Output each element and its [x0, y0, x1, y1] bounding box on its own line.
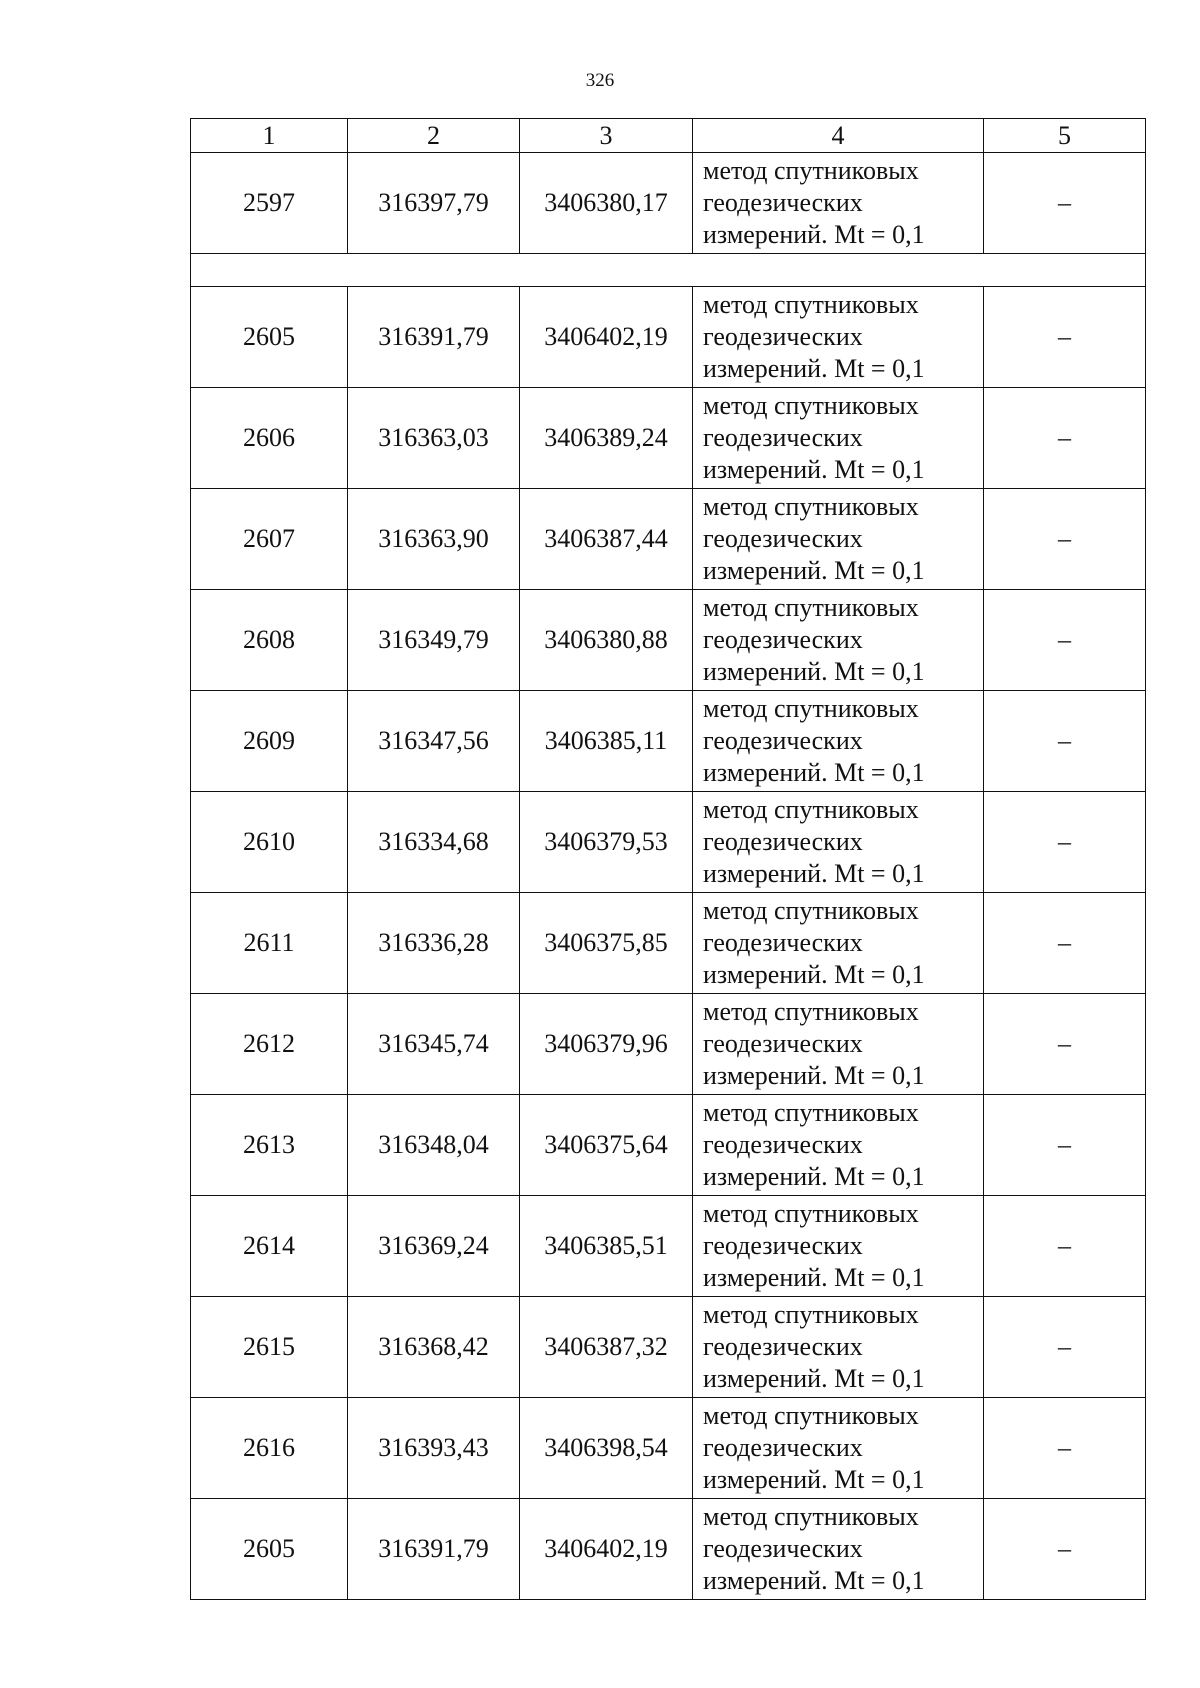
method-line: геодезических	[703, 928, 863, 957]
x-coordinate-cell: 316345,74	[348, 994, 520, 1095]
x-coordinate-cell: 316369,24	[348, 1196, 520, 1297]
y-coordinate-cell: 3406387,44	[520, 489, 693, 590]
table-body	[191, 119, 1146, 1600]
method-line: измерений. Mt = 0,1	[703, 1162, 925, 1191]
x-coordinate-cell: 316334,68	[348, 792, 520, 893]
y-coordinate-cell: 3406402,19	[520, 1499, 693, 1600]
method-line: метод спутниковых	[703, 156, 919, 185]
method-cell	[693, 1398, 984, 1499]
point-number-cell: 2608	[191, 590, 348, 691]
method-line: метод спутниковых	[703, 1401, 919, 1430]
note-cell: –	[984, 893, 1146, 994]
table-separator-row	[191, 254, 1146, 287]
method-line: геодезических	[703, 1029, 863, 1058]
method-cell	[693, 994, 984, 1095]
note-cell: –	[984, 590, 1146, 691]
y-coordinate-cell: 3406375,64	[520, 1095, 693, 1196]
y-coordinate-cell: 3406375,85	[520, 893, 693, 994]
point-number-cell: 2605	[191, 1499, 348, 1600]
x-coordinate-cell: 316363,03	[348, 388, 520, 489]
note-cell: –	[984, 1398, 1146, 1499]
header-cell-5: 5	[984, 119, 1146, 153]
table-row	[191, 388, 1146, 489]
method-line: геодезических	[703, 1130, 863, 1159]
method-line: измерений. Mt = 0,1	[703, 455, 925, 484]
method-cell	[693, 1499, 984, 1600]
method-line: измерений. Mt = 0,1	[703, 1061, 925, 1090]
method-line: измерений. Mt = 0,1	[703, 220, 925, 249]
method-line: измерений. Mt = 0,1	[703, 657, 925, 686]
y-coordinate-cell: 3406380,17	[520, 153, 693, 254]
method-line: измерений. Mt = 0,1	[703, 354, 925, 383]
table-row	[191, 1297, 1146, 1398]
method-line: метод спутниковых	[703, 1300, 919, 1329]
method-line: измерений. Mt = 0,1	[703, 1263, 925, 1292]
x-coordinate-cell: 316349,79	[348, 590, 520, 691]
method-cell	[693, 792, 984, 893]
x-coordinate-cell: 316336,28	[348, 893, 520, 994]
method-line: геодезических	[703, 1231, 863, 1260]
point-number-cell: 2609	[191, 691, 348, 792]
method-line: измерений. Mt = 0,1	[703, 859, 925, 888]
y-coordinate-cell: 3406379,96	[520, 994, 693, 1095]
method-line: геодезических	[703, 423, 863, 452]
method-line: метод спутниковых	[703, 1502, 919, 1531]
method-cell	[693, 287, 984, 388]
point-number-cell: 2613	[191, 1095, 348, 1196]
method-line: метод спутниковых	[703, 1098, 919, 1127]
x-coordinate-cell: 316393,43	[348, 1398, 520, 1499]
method-line: метод спутниковых	[703, 492, 919, 521]
method-line: измерений. Mt = 0,1	[703, 556, 925, 585]
method-line: метод спутниковых	[703, 391, 919, 420]
method-cell	[693, 489, 984, 590]
note-cell: –	[984, 1095, 1146, 1196]
separator-cell	[191, 254, 1146, 287]
point-number-cell: 2611	[191, 893, 348, 994]
method-cell	[693, 691, 984, 792]
method-line: метод спутниковых	[703, 997, 919, 1026]
method-line: метод спутниковых	[703, 795, 919, 824]
table-row	[191, 994, 1146, 1095]
note-cell: –	[984, 1297, 1146, 1398]
x-coordinate-cell: 316363,90	[348, 489, 520, 590]
note-cell: –	[984, 287, 1146, 388]
point-number-cell: 2616	[191, 1398, 348, 1499]
y-coordinate-cell: 3406398,54	[520, 1398, 693, 1499]
table-row	[191, 1499, 1146, 1600]
x-coordinate-cell: 316397,79	[348, 153, 520, 254]
point-number-cell: 2605	[191, 287, 348, 388]
header-cell-1: 1	[191, 119, 348, 153]
table-row	[191, 1398, 1146, 1499]
point-number-cell: 2612	[191, 994, 348, 1095]
note-cell: –	[984, 792, 1146, 893]
table-row	[191, 489, 1146, 590]
table-row	[191, 893, 1146, 994]
method-cell	[693, 1297, 984, 1398]
method-line: метод спутниковых	[703, 593, 919, 622]
method-line: метод спутниковых	[703, 290, 919, 319]
x-coordinate-cell: 316347,56	[348, 691, 520, 792]
method-cell	[693, 893, 984, 994]
header-cell-2: 2	[348, 119, 520, 153]
method-cell	[693, 1095, 984, 1196]
table-header-row	[191, 119, 1146, 153]
header-cell-4: 4	[693, 119, 984, 153]
y-coordinate-cell: 3406385,51	[520, 1196, 693, 1297]
x-coordinate-cell: 316368,42	[348, 1297, 520, 1398]
method-line: метод спутниковых	[703, 1199, 919, 1228]
method-line: геодезических	[703, 625, 863, 654]
method-line: геодезических	[703, 827, 863, 856]
table-row	[191, 287, 1146, 388]
note-cell: –	[984, 388, 1146, 489]
x-coordinate-cell: 316391,79	[348, 1499, 520, 1600]
y-coordinate-cell: 3406385,11	[520, 691, 693, 792]
method-line: измерений. Mt = 0,1	[703, 758, 925, 787]
y-coordinate-cell: 3406387,32	[520, 1297, 693, 1398]
method-line: измерений. Mt = 0,1	[703, 960, 925, 989]
table-row	[191, 792, 1146, 893]
point-number-cell: 2597	[191, 153, 348, 254]
method-line: геодезических	[703, 188, 863, 217]
method-cell	[693, 388, 984, 489]
table-row	[191, 691, 1146, 792]
table-row	[191, 153, 1146, 254]
method-line: геодезических	[703, 322, 863, 351]
point-number-cell: 2606	[191, 388, 348, 489]
method-line: метод спутниковых	[703, 896, 919, 925]
y-coordinate-cell: 3406379,53	[520, 792, 693, 893]
table-row	[191, 590, 1146, 691]
note-cell: –	[984, 691, 1146, 792]
table-row	[191, 1095, 1146, 1196]
method-line: геодезических	[703, 726, 863, 755]
page-number: 326	[585, 70, 615, 91]
point-number-cell: 2610	[191, 792, 348, 893]
method-line: геодезических	[703, 1534, 863, 1563]
method-line: геодезических	[703, 1332, 863, 1361]
method-cell	[693, 1196, 984, 1297]
method-cell	[693, 153, 984, 254]
method-line: геодезических	[703, 524, 863, 553]
note-cell: –	[984, 153, 1146, 254]
y-coordinate-cell: 3406380,88	[520, 590, 693, 691]
method-cell	[693, 590, 984, 691]
method-line: метод спутниковых	[703, 694, 919, 723]
note-cell: –	[984, 994, 1146, 1095]
header-cell-3: 3	[520, 119, 693, 153]
note-cell: –	[984, 1499, 1146, 1600]
x-coordinate-cell: 316391,79	[348, 287, 520, 388]
method-line: измерений. Mt = 0,1	[703, 1465, 925, 1494]
method-line: геодезических	[703, 1433, 863, 1462]
x-coordinate-cell: 316348,04	[348, 1095, 520, 1196]
coordinates-table	[190, 118, 1146, 1600]
method-line: измерений. Mt = 0,1	[703, 1364, 925, 1393]
y-coordinate-cell: 3406389,24	[520, 388, 693, 489]
note-cell: –	[984, 489, 1146, 590]
point-number-cell: 2607	[191, 489, 348, 590]
method-line: измерений. Mt = 0,1	[703, 1566, 925, 1595]
point-number-cell: 2615	[191, 1297, 348, 1398]
y-coordinate-cell: 3406402,19	[520, 287, 693, 388]
point-number-cell: 2614	[191, 1196, 348, 1297]
table-row	[191, 1196, 1146, 1297]
note-cell: –	[984, 1196, 1146, 1297]
